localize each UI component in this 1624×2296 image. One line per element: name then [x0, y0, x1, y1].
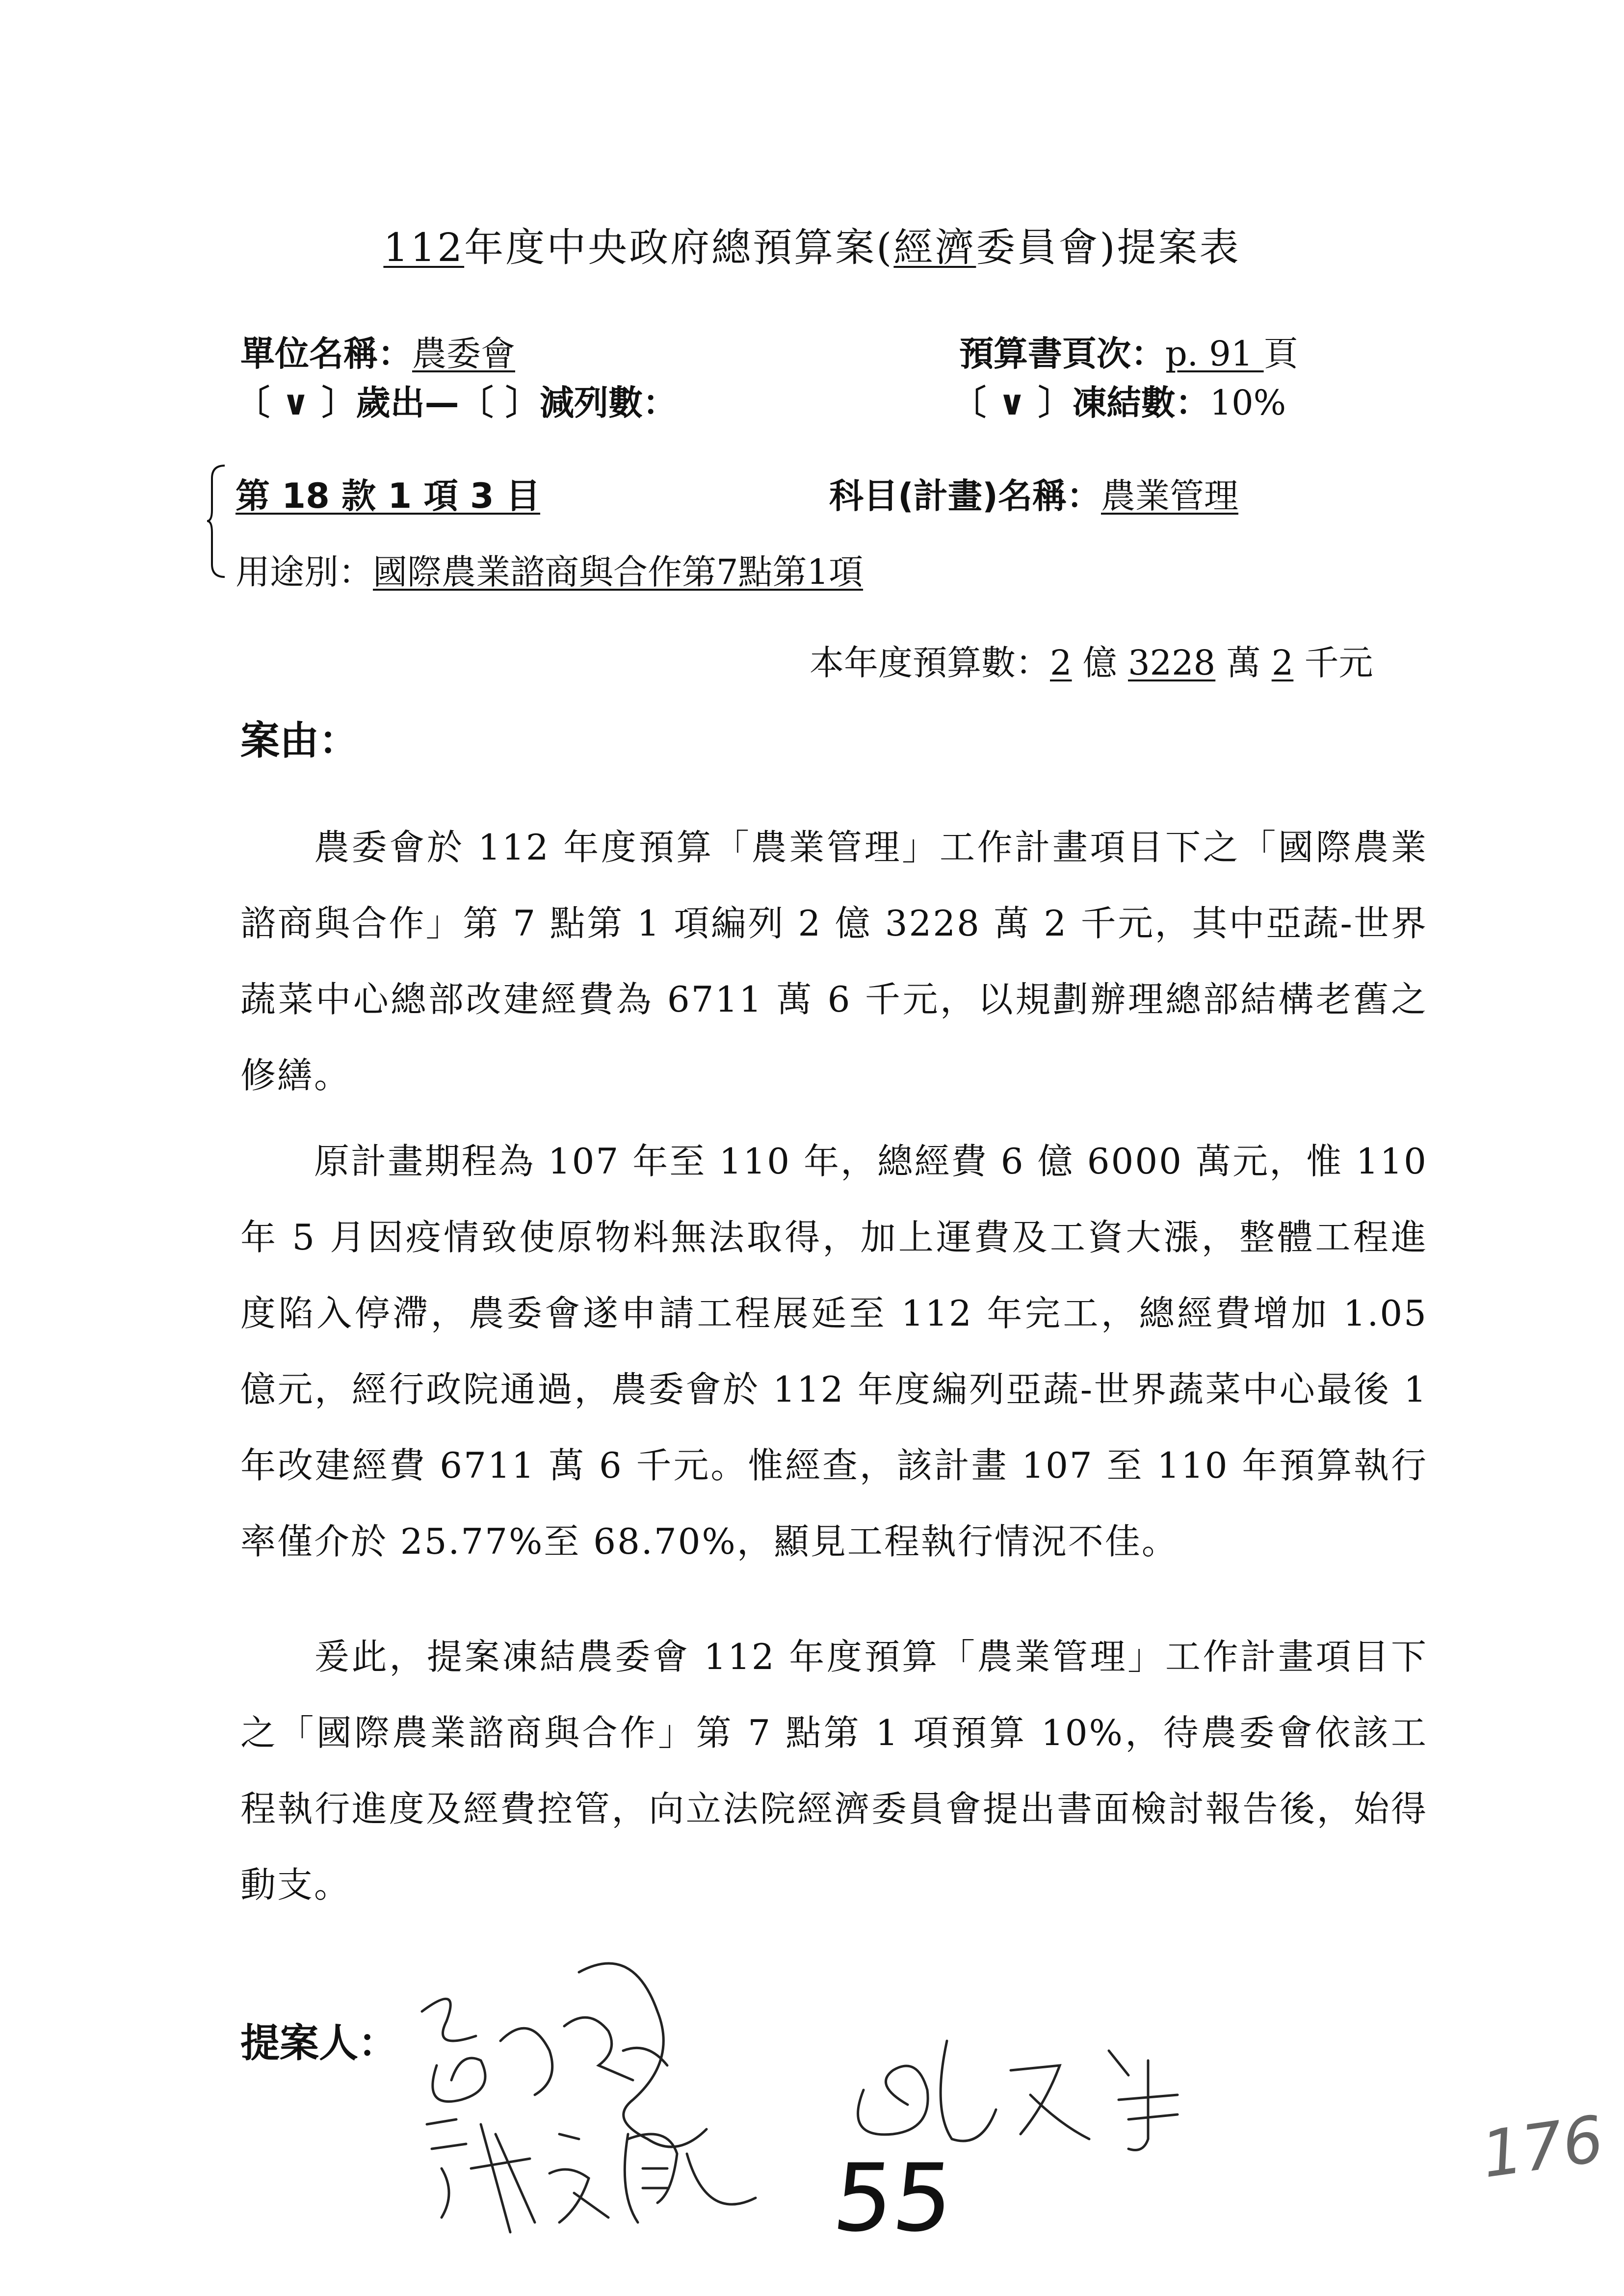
budget-n2: 3228 — [1128, 643, 1216, 683]
page-ref-row — [959, 326, 1298, 376]
page-number: 176 — [1477, 2101, 1608, 2192]
title-pre: 年度中央政府總預算案( — [464, 225, 894, 270]
budget-t2: 萬 — [1215, 643, 1272, 683]
usage-row — [236, 545, 863, 594]
unit-row — [240, 326, 515, 376]
subject-row — [829, 469, 1238, 518]
usage-label: 用途別： — [236, 552, 373, 592]
handwritten-number: 55 — [828, 2144, 959, 2252]
usage-value: 國際農業諮商與合作第7點第1項 — [373, 552, 864, 592]
budget-t1: 億 — [1072, 643, 1128, 683]
page-title — [0, 216, 1624, 272]
paragraph-3-text: 爰此，提案凍結農委會 112 年度預算「農業管理」工作計畫項目下之「國際農業諮商與合作」第 7 點第 1 項預算 10%，待農委會依該工程執行進度及經費控管，向立法院經濟委員會提出書面檢討報告後，始得動支。 — [240, 1636, 1428, 1905]
reason-label: 案由： — [240, 718, 358, 763]
unit-label: 單位名稱： — [240, 334, 412, 374]
freeze-row — [952, 375, 1286, 425]
left-brace — [206, 464, 226, 579]
subject-label: 科目(計畫)名稱： — [829, 476, 1101, 516]
budget-total — [810, 635, 1373, 685]
expense-row: 〔 ∨ 〕歲出—〔 〕減列數： — [236, 383, 677, 423]
page-ref-value: p. 91 — [1165, 334, 1264, 374]
title-post: 委員會)提案表 — [976, 225, 1241, 270]
paragraph-1-text: 農委會於 112 年度預算「農業管理」工作計畫項目下之「國際農業諮商與合作」第 7 點第 1 項編列 2 億 3228 萬 2 千元，其中亞蔬-世界蔬菜中心總部改建經費為 6711 萬 6 千元，以規劃辦理總部結構老舊之修繕。 — [240, 827, 1428, 1096]
title-committee: 經濟 — [893, 225, 976, 270]
unit-value: 農委會 — [412, 334, 515, 374]
paragraph-1 — [240, 809, 1428, 1114]
page-ref-suffix: 頁 — [1263, 334, 1298, 374]
item-code: 第 18 款 1 項 3 目 — [236, 476, 541, 516]
paragraph-2 — [240, 1123, 1428, 1580]
budget-n1: 2 — [1050, 643, 1072, 683]
title-year: 112 — [383, 225, 465, 270]
budget-t3: 千元 — [1293, 643, 1373, 683]
paragraph-3 — [240, 1619, 1428, 1923]
budget-label: 本年度預算數： — [810, 643, 1050, 683]
subject-value: 農業管理 — [1100, 476, 1238, 516]
freeze-value: 10% — [1209, 383, 1286, 423]
signature-2 — [412, 2095, 785, 2257]
proposer-label: 提案人： — [240, 2020, 397, 2066]
paragraph-2-text: 原計畫期程為 107 年至 110 年，總經費 6 億 6000 萬元，惟 110 年 5 月因疫情致使原物料無法取得，加上運費及工資大漲，整體工程進度陷入停滯，農委會遂申請工程展延至 112 年完工，總經費增加 1.05 億元，經行政院通過，農委會於 112 年度編列亞蔬-世界蔬菜中心最後 1 年改建經費 6711 萬 6 千元。惟經查，該計畫 107 至 110 年預算執行率僅介於 25.77%至 68.70%，顯見工程執行情況不佳。 — [240, 1141, 1428, 1562]
budget-n3: 2 — [1271, 643, 1294, 683]
freeze-label: 〔 ∨ 〕凍結數： — [952, 383, 1210, 423]
page-ref-label: 預算書頁次： — [959, 334, 1165, 374]
